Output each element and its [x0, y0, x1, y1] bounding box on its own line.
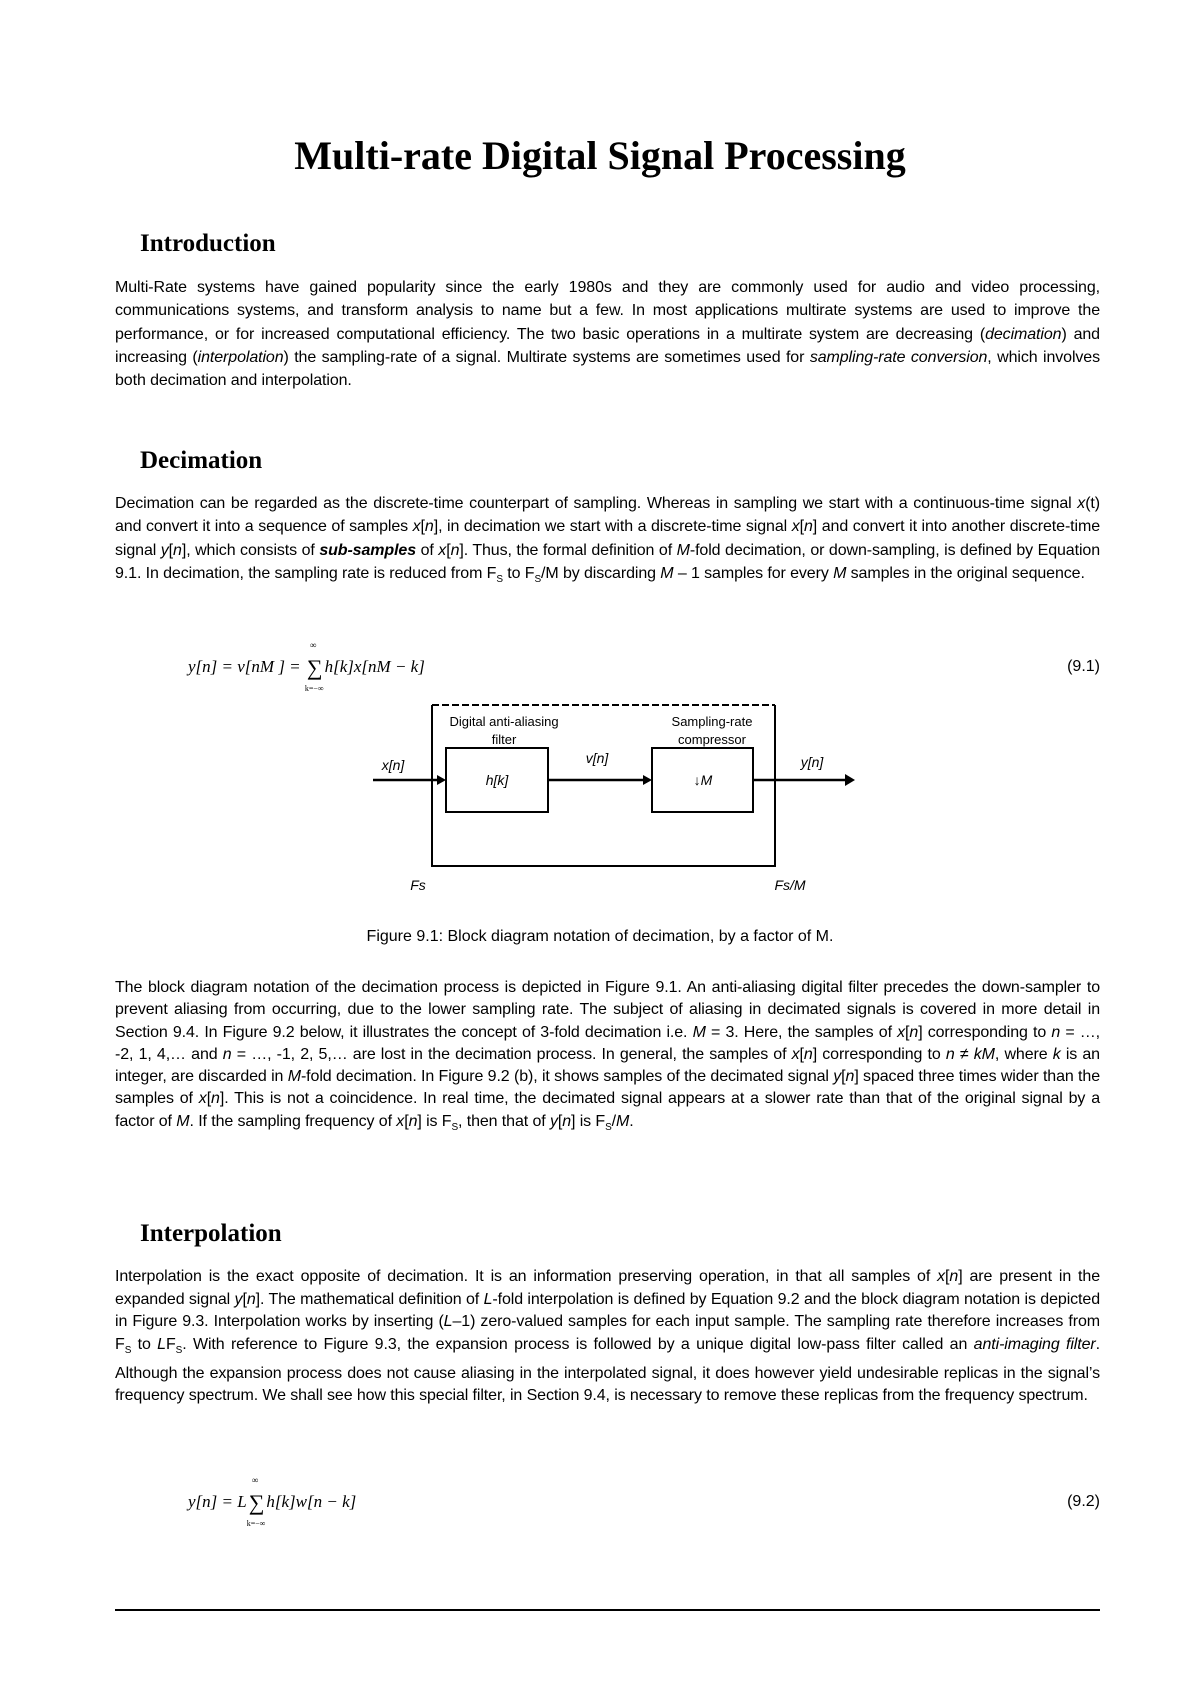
text-run: M: [616, 1112, 630, 1130]
text-run: n ≠ kM: [945, 1045, 995, 1063]
text-run: S: [175, 1344, 183, 1356]
text-run: n: [845, 1068, 855, 1086]
page-title: Multi-rate Digital Signal Processing: [294, 133, 906, 178]
text-run: decimation: [985, 325, 1062, 343]
text-run: x: [1077, 495, 1086, 512]
input-rate-label: Fs: [410, 877, 426, 893]
text-run: M: [176, 1112, 190, 1130]
output-signal-label: y[n]: [800, 754, 824, 770]
intermediate-signal-label: v[n]: [585, 750, 609, 766]
text-run: [: [905, 1023, 910, 1041]
text-run: S: [605, 1121, 612, 1133]
compressor-label-1: Sampling-rate: [671, 714, 753, 729]
text-run: n: [1051, 1023, 1061, 1041]
summation-symbol: ∑ ∞ k=−∞: [304, 640, 324, 693]
text-run: n: [222, 1045, 232, 1063]
text-run: S: [451, 1121, 459, 1133]
compressor-label-2: compressor: [678, 732, 746, 747]
text-run: ] spaced three times wider than the samples of: [115, 1068, 1101, 1108]
text-run: Interpolation is the exact opposite of decimation. It is an information preserving operation, in that all samples of: [115, 1268, 938, 1285]
text-run: ]. Thus, the formal definition of: [459, 541, 677, 559]
text-run: y: [160, 541, 169, 559]
text-run: [: [557, 1112, 563, 1130]
text-run: n: [909, 1023, 919, 1041]
text-run: anti-imaging filter: [973, 1335, 1096, 1353]
text-run: n: [450, 541, 460, 559]
text-run: ) and increasing (: [115, 325, 1100, 366]
filter-block-label: h[k]: [485, 772, 509, 788]
text-run: M: [287, 1068, 301, 1086]
text-run: is an integer, are discarded in: [115, 1045, 1100, 1086]
text-run: – 1 samples for every: [673, 564, 834, 582]
text-run: [: [841, 1068, 846, 1086]
text-run: y: [549, 1112, 558, 1130]
enclosure-box: [432, 705, 775, 866]
text-run: , which involves both decimation and interpolation.: [115, 348, 1100, 390]
equation-number-9-2: (9.2): [1067, 1493, 1100, 1510]
text-run: ], which consists of: [181, 541, 320, 559]
text-run: n: [211, 1090, 220, 1108]
text-run: x: [198, 1090, 207, 1108]
arrow-icon: [643, 775, 652, 785]
text-run: [: [404, 1112, 409, 1130]
arrow-icon: [845, 774, 855, 786]
text-run: to: [131, 1335, 158, 1353]
text-run: ]. The mathematical definition of: [255, 1290, 484, 1308]
text-run: -fold decimation, or down-sampling, is defined by Equation 9.1. In decimation, the sampling rate is reduced from F: [115, 541, 1100, 582]
text-run: S: [534, 574, 542, 586]
text-run: , then that of: [458, 1112, 550, 1130]
text-run: x: [412, 518, 421, 536]
text-run: . Although the expansion process does not cause aliasing in the interpolated signal, it does however yield undesirable replicas in the signal’s frequency spectrum. We shall see how this special filter, in Section 9.4, is necessary to remove these replicas from the frequency spectrum.: [115, 1335, 1100, 1405]
text-run: . If the sampling frequency of: [189, 1112, 397, 1130]
text-run: [: [206, 1090, 212, 1108]
text-run: ] is F: [417, 1112, 452, 1130]
text-run: [: [420, 518, 425, 536]
text-run: x: [438, 541, 447, 559]
summation-symbol: ∑ ∞ k=−∞: [246, 1475, 266, 1528]
text-run: sub-samples: [319, 541, 417, 559]
equation-9-1: [188, 640, 425, 693]
text-run: of: [416, 541, 439, 559]
text-run: = …, -1, 2, 5,… are lost in the decimation process. In general, the samples of: [231, 1045, 792, 1063]
text-run: n: [562, 1112, 572, 1130]
equation-number-9-1: (9.1): [1067, 658, 1100, 675]
text-run: /: [611, 1112, 617, 1130]
text-run: k: [1052, 1045, 1061, 1063]
text-run: L: [483, 1290, 493, 1308]
text-run: The block diagram notation of the decimation process is depicted in Figure 9.1. An anti-aliasing digital filter precedes the down-sampler to prevent aliasing from occurring, due to the lower sampling rate. The subject of aliasing in decimated signals is covered in more detail in Section 9.4. In Figure 9.2 below, it illustrates the concept of 3-fold decimation i.e.: [115, 979, 1100, 1041]
equation-lhs: y[n] = L: [188, 1492, 247, 1511]
text-run: sampling-rate conversion: [809, 348, 988, 366]
decimation-block-diagram: [0, 690, 1200, 910]
arrow-icon: [437, 775, 446, 785]
text-run: x: [937, 1268, 946, 1285]
filter-label-1: Digital anti-aliasing: [449, 714, 559, 729]
paragraph-decimation-2: [115, 977, 1100, 1139]
text-run: x: [396, 1112, 405, 1130]
text-run: . With reference to Figure 9.3, the expansion process is followed by a unique digital low-pass filter called an: [182, 1335, 974, 1353]
text-run: y: [833, 1068, 842, 1086]
text-run: Decimation can be regarded as the discrete-time counterpart of sampling. Whereas in sampling we start with a continuous-time signal: [115, 495, 1078, 512]
text-run: = 3. Here, the samples of: [705, 1023, 898, 1041]
equation-9-2: [188, 1475, 357, 1528]
paragraph-interpolation: [115, 1266, 1100, 1408]
text-run: ) the sampling-rate of a signal. Multirate systems are sometimes used for: [283, 348, 810, 366]
text-run: ], in decimation we start with a discrete-time signal: [433, 518, 792, 536]
text-run: n: [246, 1290, 256, 1308]
text-run: ] are present in the expanded signal: [115, 1268, 1100, 1308]
text-run: interpolation: [197, 348, 284, 366]
text-run: M: [833, 564, 847, 582]
text-run: [: [168, 541, 174, 559]
text-run: M: [692, 1023, 706, 1041]
text-run: ] is F: [571, 1112, 606, 1130]
text-run: S: [496, 574, 503, 586]
text-run: n: [949, 1268, 959, 1285]
paragraph-introduction: [115, 276, 1100, 392]
text-run: ] and convert it into another discrete-time signal: [115, 518, 1100, 559]
text-run: [: [799, 1045, 804, 1063]
text-run: M: [676, 541, 690, 559]
text-run: M: [660, 564, 674, 582]
text-run: n: [803, 518, 813, 536]
text-run: (t) and convert it into a sequence of samples: [115, 495, 1100, 536]
text-run: to F: [502, 564, 535, 582]
filter-label-2: filter: [491, 732, 517, 747]
text-run: F: [165, 1335, 176, 1353]
sum-lower-limit: k=−∞: [304, 684, 324, 693]
input-signal-label: x[n]: [381, 757, 405, 773]
equation-rhs: h[k]x[nM − k]: [324, 657, 425, 676]
text-run: n: [408, 1112, 418, 1130]
text-run: L: [157, 1335, 166, 1353]
text-run: , where: [994, 1045, 1053, 1063]
sum-upper-limit: ∞: [309, 640, 317, 650]
heading-interpolation: Interpolation: [140, 1220, 282, 1247]
text-run: [: [945, 1268, 950, 1285]
text-run: .: [629, 1112, 634, 1130]
text-run: = …, -2, 1, 4,… and: [115, 1023, 1100, 1063]
text-run: –1) zero-valued samples for each input sample. The sampling rate therefore increases from F: [115, 1313, 1100, 1353]
text-run: L: [443, 1313, 453, 1331]
text-run: samples in the original sequence.: [846, 564, 1085, 582]
text-run: [: [242, 1290, 247, 1308]
text-run: /M by discarding: [541, 564, 661, 582]
text-run: -fold decimation. In Figure 9.2 (b), it shows samples of the decimated signal: [300, 1068, 834, 1086]
footer-rule: [115, 1609, 1100, 1611]
text-run: n: [803, 1045, 813, 1063]
sum-upper-limit: ∞: [251, 1475, 259, 1485]
text-run: n: [424, 518, 434, 536]
compressor-block-label: ↓M: [693, 772, 713, 788]
text-run: [: [446, 541, 451, 559]
output-rate-label: Fs/M: [774, 877, 806, 893]
text-run: n: [173, 541, 182, 559]
text-run: ] corresponding to: [812, 1045, 946, 1063]
paragraph-decimation: [115, 492, 1100, 591]
text-run: ]. This is not a coincidence. In real time, the decimated signal appears at a slower rate than that of the original signal by a factor of: [115, 1090, 1100, 1130]
text-run: x: [897, 1023, 906, 1041]
text-run: S: [124, 1344, 132, 1356]
equation-rhs: h[k]w[n − k]: [266, 1492, 357, 1511]
sum-lower-limit: k=−∞: [246, 1519, 266, 1528]
equation-lhs: y[n] = v[nM ] =: [188, 657, 305, 676]
text-run: [: [799, 518, 804, 536]
text-run: ] corresponding to: [918, 1023, 1052, 1041]
heading-decimation: Decimation: [140, 447, 263, 474]
heading-introduction: Introduction: [140, 230, 276, 257]
figure-caption: Figure 9.1: Block diagram notation of decimation, by a factor of M.: [366, 928, 834, 945]
text-run: Multi-Rate systems have gained popularity since the early 1980s and they are commonly used for audio and video processing, communications systems, and transform analysis to name but a few. In most applications multirate systems are used to improve the performance, or for increased computational efficiency. The two basic operations in a multirate system are decreasing (: [115, 279, 1100, 343]
text-run: -fold interpolation is defined by Equation 9.2 and the block diagram notation is depicted in Figure 9.3. Interpolation works by inserting (: [115, 1290, 1100, 1331]
text-run: x: [791, 518, 800, 536]
text-run: y: [234, 1290, 243, 1308]
text-run: x: [791, 1045, 800, 1063]
